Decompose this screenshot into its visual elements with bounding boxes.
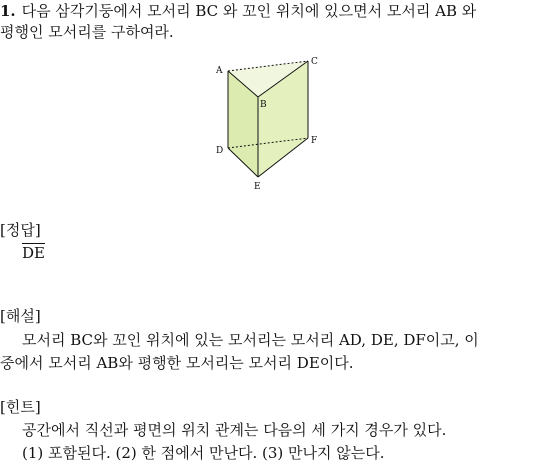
hint-line-2: (1) 포함된다. (2) 한 점에서 만난다. (3) 만나지 않는다. — [22, 444, 385, 462]
problem-text-1: 다음 삼각기둥에서 모서리 BC 와 꼬인 위치에 있으면서 모서리 AB 와 — [21, 2, 477, 20]
explanation-line-2: 중에서 모서리 AB와 평행한 모서리는 모서리 DE이다. — [0, 354, 354, 372]
label-b: B — [260, 100, 267, 110]
answer-header: [정답] — [0, 221, 41, 239]
problem-line-2: 평행인 모서리를 구하여라. — [0, 23, 174, 41]
label-f: F — [311, 136, 318, 146]
label-e: E — [254, 182, 261, 192]
explanation-header: [해설] — [0, 307, 41, 325]
label-a: A — [216, 66, 223, 76]
answer-value-row — [0, 244, 45, 262]
problem-number: 1. — [0, 2, 16, 20]
hint-line-1: 공간에서 직선과 평면의 위치 관계는 다음의 세 가지 경우가 있다. — [22, 421, 447, 439]
problem-line-1 — [0, 2, 476, 20]
triangular-prism-figure — [210, 50, 325, 192]
label-d: D — [216, 146, 224, 156]
hint-header: [힌트] — [0, 398, 41, 416]
explanation-line-1: 모서리 BC와 꼬인 위치에 있는 모서리는 모서리 AD, DE, DF이고, 이 — [22, 331, 479, 349]
label-c: C — [311, 57, 318, 67]
answer-value: $\overline{DE}$ — [22, 244, 45, 262]
